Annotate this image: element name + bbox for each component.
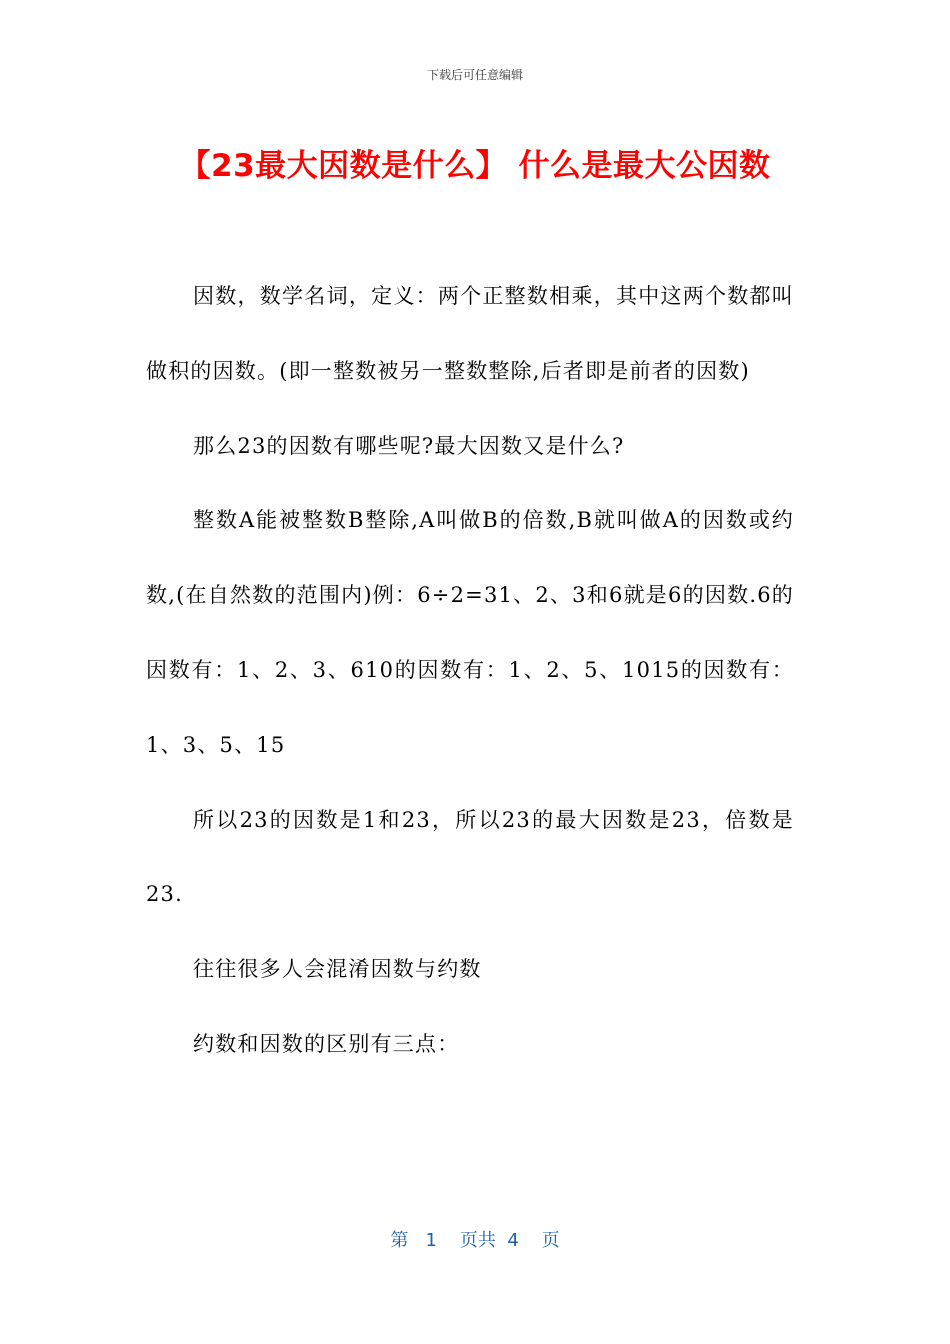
- paragraph-explanation: 整数A能被整数B整除,A叫做B的倍数,B就叫做A的因数或约数,(在自然数的范围内)例：6÷2=31、2、3和6就是6的因数.6的因数有：1、2、3、610的因数有：1、2、5、1015的因数有：1、3、5、15: [146, 508, 794, 757]
- paragraph-differences: 约数和因数的区别有三点：: [193, 1031, 460, 1056]
- paragraph-confusion: 往往很多人会混淆因数与约数: [193, 957, 482, 982]
- page-label-suffix: 页: [541, 1230, 560, 1251]
- header-note: 下载后可任意编辑: [426, 68, 523, 82]
- current-page-number: 1: [425, 1230, 437, 1251]
- paragraph-definition: 因数，数学名词，定义：两个正整数相乘，其中这两个数都叫做积的因数。(即一整数被另一整数整除,后者即是前者的因数): [146, 284, 794, 383]
- document-body: [146, 259, 794, 1082]
- page-label-prefix: 第: [390, 1230, 409, 1251]
- paragraph-question: 那么23的因数有哪些呢?最大因数又是什么?: [193, 433, 625, 458]
- page-footer: [0, 1226, 950, 1252]
- page-label-mid: 页共: [459, 1230, 496, 1251]
- document-title: 【23最大因数是什么】 什么是最大公因数: [179, 148, 771, 184]
- total-pages-number: 4: [507, 1230, 519, 1251]
- paragraph-answer: 所以23的因数是1和23，所以23的最大因数是23，倍数是23.: [146, 807, 794, 907]
